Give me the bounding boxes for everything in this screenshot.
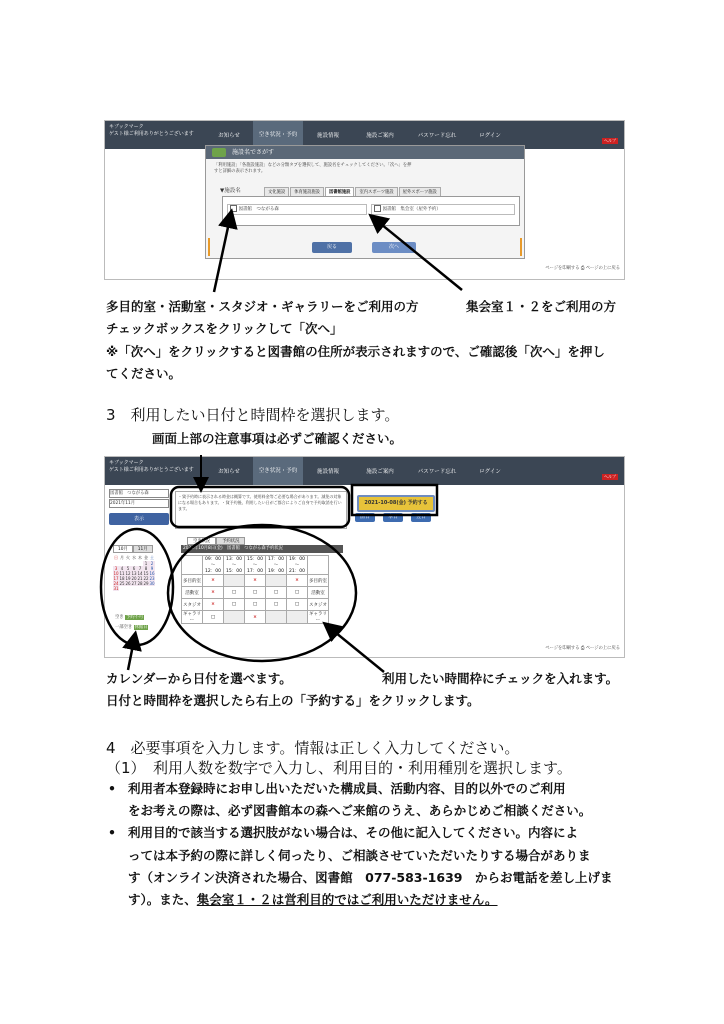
bullet2-line3: す（オンライン決済された場合、図書館 077-583-1639 からお電話を差し上げま (128, 870, 613, 885)
slot-unavailable: × (245, 575, 266, 587)
nav-availability-2[interactable]: 空き状況・予約 (253, 457, 303, 485)
nav-news-2[interactable]: お知らせ (218, 469, 240, 475)
slot-checkbox[interactable]: □ (287, 599, 308, 611)
print-page-link-2[interactable]: ページを印刷する (545, 646, 580, 651)
notice-box: ・貸予約時に表示される時金は概算です。使用料金等ご必要な場合があります。減免の対象になる場合もあります。・貸予約後、利用したい日がご都合によりご自身で予約取消を行います。 (175, 491, 347, 529)
prev-day-button[interactable]: 前日 (355, 513, 375, 522)
grid-caption: 2021年10月8日(金) 図書館 つながる森予約状況 (181, 545, 343, 553)
slot-checkbox[interactable]: □ (266, 587, 287, 599)
cal-day[interactable]: 6 (132, 566, 136, 571)
time-slot-header: 19：00 ～ 21：00 (287, 556, 308, 575)
slot-checkbox[interactable]: □ (245, 599, 266, 611)
tab-sports[interactable]: 体育施設施設 (290, 187, 324, 197)
highlight-grid (168, 525, 356, 661)
cal-weekday: 火 (126, 555, 130, 560)
cal-day[interactable]: 24 (113, 581, 119, 586)
tab-culture[interactable]: 文化施設 (264, 187, 289, 197)
room-label: 多目的室 (182, 575, 203, 587)
cal-day[interactable]: 4 (120, 566, 124, 571)
facility-select[interactable]: 図書館 つながる森 (109, 489, 169, 498)
caption1-line4: てください。 (106, 366, 182, 381)
next-button[interactable]: 次へ (372, 242, 416, 253)
slot-checkbox[interactable]: □ (224, 587, 245, 599)
bullet1-line2: をお考えの際は、必ず図書館本の森へご来館のうえ、あらかじめご相談ください。 (128, 803, 592, 818)
cal-weekday: 金 (144, 555, 148, 560)
checkbox-meeting-label: 図書館 集会室（屋外予約） (382, 207, 441, 212)
tab-library[interactable]: 図書館施設 (325, 187, 354, 197)
printer-icon: ⎙ (580, 266, 585, 271)
cal-day[interactable]: 10 (113, 571, 119, 576)
cal-day[interactable]: 30 (149, 581, 155, 586)
nav-guide-2[interactable]: 施設ご案内 (366, 469, 394, 475)
printer-icon-2: ⎙ (580, 646, 585, 651)
highlight-calendar (101, 529, 173, 645)
help-badge[interactable]: ヘルプ (604, 138, 616, 143)
nav-guide[interactable]: 施設ご案内 (366, 133, 394, 139)
dialog-title: 施設名でさがす (232, 149, 275, 156)
room-label-right: 多目的室 (308, 575, 329, 587)
room-label: ギャラリー (183, 612, 201, 623)
cal-weekday: 水 (132, 555, 136, 560)
nav-facility-info-2[interactable]: 施設情報 (316, 469, 339, 475)
highlight-reserve (352, 485, 437, 515)
back-button[interactable]: 戻る (312, 242, 352, 253)
caption1-right: 集会室１・２をご利用の方 (466, 299, 617, 314)
cal-tab-nov[interactable]: 11月 (133, 545, 153, 553)
bullet2-line4 (128, 889, 498, 911)
facility-label: ▼施設名 (220, 188, 241, 194)
nav-facility-info[interactable]: 施設情報 (316, 133, 339, 139)
cal-day[interactable]: 12 (125, 571, 131, 576)
slot-unavailable: × (203, 575, 224, 587)
cal-weekday: 月 (120, 555, 124, 560)
today-button[interactable]: 本日 (383, 513, 403, 522)
tab-availability[interactable]: 空き状況 (187, 537, 216, 545)
slot-checkbox[interactable]: □ (287, 587, 308, 599)
cal-weekday: 木 (138, 555, 142, 560)
time-slot-header: 17：00 ～ 19：00 (266, 556, 287, 575)
time-slot-header: 09：00 ～ 12：00 (203, 556, 224, 575)
cal-day[interactable]: 31 (113, 586, 119, 591)
dialog-desc: 「利用施設」「各施設施設」などの分類タブを選択して、施設名をチェックしてください。「次へ」を押すと詳細の表示されます。 (214, 163, 412, 174)
legend-closed: 休館日 (134, 625, 148, 630)
cal-weekday: 土 (150, 555, 154, 560)
checkbox-main-label: 図書館 つながる森 (238, 207, 279, 212)
slot-unavailable: × (245, 611, 266, 624)
back-to-top-link[interactable]: ページの上に戻る (585, 266, 620, 271)
legend-unavailable: 予約不可 (125, 615, 144, 620)
brand-greeting: ゲスト様ご利用ありがとうございます (109, 131, 194, 137)
cal-weekday: 日 (114, 555, 118, 560)
time-slot-header: 15：00 ～ 17：00 (245, 556, 266, 575)
caption2-left: カレンダーから日付を選べます。 (106, 671, 292, 686)
tab-outdoor-sports[interactable]: 屋外スポーツ施設 (399, 187, 441, 197)
bullet1-line1: 利用者本登録時にお申し出いただいた構成員、活動内容、目的以外でのご利用 (128, 781, 566, 796)
legend-partial: 一部空き (115, 625, 133, 630)
slot-checkbox[interactable]: □ (224, 599, 245, 611)
cal-day[interactable]: 20 (131, 576, 137, 581)
time-slot-header: 13：00 ～ 15：00 (224, 556, 245, 575)
tab-indoor-sports[interactable]: 室内スポーツ施設 (355, 187, 397, 197)
cal-day[interactable]: 1 (144, 561, 148, 566)
nav-login-2[interactable]: ログイン (479, 469, 501, 475)
cal-day[interactable]: 2 (150, 561, 154, 566)
bullet2-line2: っては本予約の際に詳しく伺ったり、ご相談させていただいたりする場合がありま (128, 848, 591, 863)
slot-checkbox[interactable]: □ (266, 599, 287, 611)
month-select[interactable]: 2021年11月 (109, 499, 169, 508)
cal-tab-oct[interactable]: 10月 (113, 545, 133, 553)
section3-heading: 3 利用したい日付と時間枠を選択します。 (106, 406, 400, 424)
room-label-right: 活動室 (308, 587, 329, 599)
nav-login[interactable]: ログイン (479, 133, 501, 139)
nav-news[interactable]: お知らせ (218, 133, 240, 139)
section4-sub1: （1） 利用人数を数字で入力し、利用目的・利用種別を選択します。 (106, 759, 572, 777)
slot-checkbox[interactable]: □ (245, 587, 266, 599)
brand-greeting-2: ゲスト様ご利用ありがとうございます (109, 467, 194, 473)
cal-day[interactable]: 25 (119, 581, 125, 586)
slot-unavailable: × (203, 599, 224, 611)
nav-password[interactable]: パスワード忘れ (417, 133, 457, 139)
cal-day[interactable]: 18 (119, 576, 125, 581)
reserve-button[interactable]: 2021-10-08(金) 予約する (357, 495, 435, 512)
cal-day[interactable]: 22 (143, 576, 149, 581)
cal-day[interactable]: 16 (149, 571, 155, 576)
room-label: 活動室 (182, 587, 203, 599)
bullet2-mark: • (108, 825, 116, 840)
cal-day[interactable]: 5 (126, 566, 130, 571)
cal-day[interactable]: 14 (137, 571, 143, 576)
cal-day[interactable]: 28 (137, 581, 143, 586)
section3-subheading: 画面上部の注意事項は必ずご確認ください。 (152, 431, 403, 446)
highlight-notice (171, 487, 349, 527)
brand-title-2: キブックマーク (109, 460, 144, 466)
cal-day[interactable]: 3 (114, 566, 118, 571)
help-badge-2[interactable]: ヘルプ (604, 474, 616, 479)
cal-day[interactable]: 17 (113, 576, 119, 581)
cal-day[interactable]: 23 (149, 576, 155, 581)
cal-day[interactable]: 21 (137, 576, 143, 581)
room-label-right: ギャラリー (309, 612, 327, 623)
next-day-button[interactable]: 翌日 (411, 513, 431, 522)
caption2-line2: 日付と時間枠を選択したら右上の「予約する」をクリックします。 (106, 693, 480, 708)
cal-day[interactable]: 26 (125, 581, 131, 586)
cal-day[interactable]: 19 (125, 576, 131, 581)
bullet2-line4-underlined: 集会室１・２は営利目的ではご利用いただけません。 (196, 892, 498, 907)
slot-checkbox[interactable]: □ (203, 611, 224, 624)
display-button[interactable]: 表示 (109, 513, 169, 525)
caption1-line3: ※「次へ」をクリックすると図書館の住所が表示されますので、ご確認後「次へ」を押し (106, 344, 605, 359)
cal-day[interactable]: 11 (119, 571, 125, 576)
section4-heading: 4 必要事項を入力します。情報は正しく入力してください。 (106, 739, 520, 757)
cal-day[interactable]: 8 (144, 566, 148, 571)
back-to-top-link-2[interactable]: ページの上に戻る (585, 646, 620, 651)
tab-reservations[interactable]: 予約状況 (216, 537, 245, 545)
cal-day[interactable]: 9 (150, 566, 154, 571)
slot-unavailable: × (287, 575, 308, 587)
caption1-line2: チェックボックスをクリックして「次へ」 (106, 321, 343, 336)
cal-day[interactable]: 13 (131, 571, 137, 576)
bullet2-line4-a: す）。また、 (128, 892, 197, 907)
nav-password-2[interactable]: パスワード忘れ (417, 469, 457, 475)
cal-day[interactable]: 15 (143, 571, 149, 576)
slot-unavailable: × (203, 587, 224, 599)
room-label: スタジオ (182, 599, 203, 611)
caption2-right: 利用したい時間枠にチェックを入れます。 (382, 671, 619, 686)
cal-day[interactable]: 27 (131, 581, 137, 586)
caption1-left: 多目的室・活動室・スタジオ・ギャラリーをご利用の方 (106, 299, 419, 314)
bullet1-mark: • (108, 781, 116, 796)
room-label-right: スタジオ (308, 599, 329, 611)
bullet2-line1: 利用目的で該当する選択肢がない場合は、その他に記入してください。内容によ (128, 825, 579, 840)
arrow-grid (330, 628, 384, 672)
legend-available: 空き (115, 615, 124, 620)
brand-title: キブックマーク (109, 124, 144, 130)
nav-availability[interactable]: 空き状況・予約 (253, 121, 303, 149)
cal-day[interactable]: 7 (138, 566, 142, 571)
print-page-link[interactable]: ページを印刷する (545, 266, 580, 271)
cal-day[interactable]: 29 (143, 581, 149, 586)
